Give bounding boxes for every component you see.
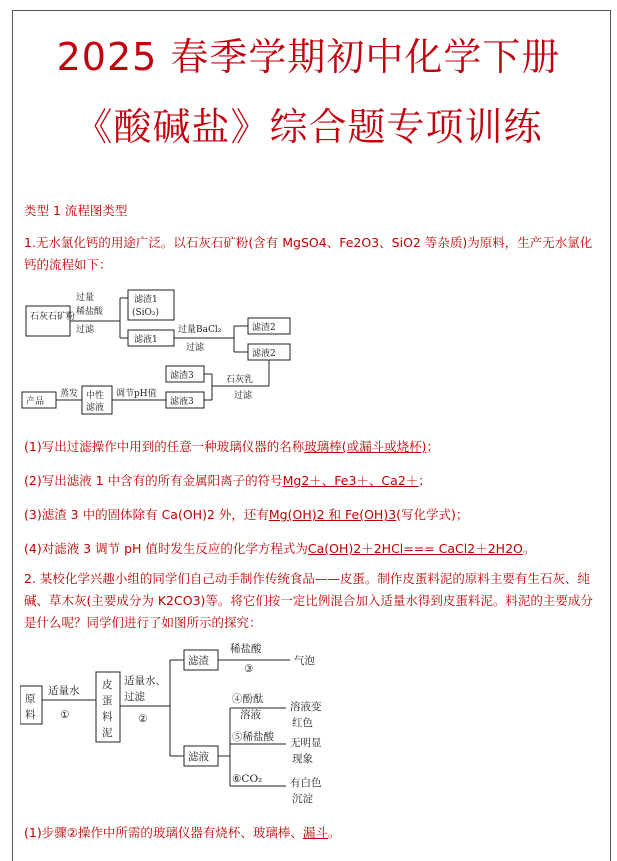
flow1-step1-top: 过量 xyxy=(76,293,95,303)
flow2-b4b: 溶液 xyxy=(240,709,261,721)
flow1-step5: 蒸发 xyxy=(60,389,79,399)
flow1-step1-mid: 稀盐酸 xyxy=(76,307,104,317)
flow2-raw2: 料 xyxy=(25,709,36,721)
q1-part4-answer: Ca(OH)2＋2HCl=== CaCl2＋2H2O xyxy=(307,541,523,556)
flow1-residue3: 滤渣3 xyxy=(170,371,194,381)
flow2-mud1: 皮 xyxy=(102,679,113,691)
section-heading: 类型 1 流程图类型 xyxy=(24,203,128,218)
question-2-stem: 2. 某校化学兴趣小组的同学们自己动手制作传统食品——皮蛋。制作皮蛋料泥的原料主要有生石灰、纯碱、草木灰(主要成分为 K2CO3)等。将它们按一定比例混合加入适量水得到皮蛋料泥。料泥的主要成分是什么呢？同学们进行了如图所示的探究： xyxy=(24,571,593,630)
flow2-mud3: 料 xyxy=(102,711,113,723)
flow2-step1: 适量水 xyxy=(48,685,80,697)
flow2-r6b: 沉淀 xyxy=(292,793,313,805)
flow2-r5a: 无明显 xyxy=(290,737,322,749)
flow-diagram-1 xyxy=(20,286,310,416)
flow2-gas: 气泡 xyxy=(294,655,315,667)
flow2-acid: 稀盐酸 xyxy=(230,643,262,655)
question-1-stem: 1.无水氯化钙的用途广泛。以石灰石矿粉(含有 MgSO4、Fe2O3、SiO2 等杂质)为原料，生产无水氯化钙的流程如下： xyxy=(24,235,593,272)
flow1-filtrate3: 滤液3 xyxy=(170,397,194,407)
flow1-residue1: 滤渣1 xyxy=(134,295,158,305)
flow1-residue1-sub: (SiO₂) xyxy=(132,308,160,318)
flow2-mud4: 泥 xyxy=(102,727,113,739)
flow2-step2a: 适量水、 xyxy=(124,675,166,687)
flow1-mid: 中性 xyxy=(86,391,105,401)
flow2-r6a: 有白色 xyxy=(290,777,322,789)
flow2-r4b: 红色 xyxy=(292,717,313,729)
q2-part1: (1)步骤②操作中所需的玻璃仪器有烧杯、玻璃棒、漏斗。 xyxy=(24,825,341,840)
flow-diagram-2 xyxy=(20,636,360,816)
flow1-raw: 石灰石矿粉 xyxy=(30,312,76,322)
page-title-line2: 《酸碱盐》综合题专项训练 xyxy=(74,105,543,149)
flow2-mud2: 蛋 xyxy=(102,695,113,707)
q1-part2-answer: Mg2＋、Fe3＋、Ca2＋ xyxy=(282,473,419,488)
flow2-filtrate: 滤液 xyxy=(188,751,209,763)
flow1-step3-top: 石灰乳 xyxy=(226,375,254,385)
flow2-step2b: 过滤 xyxy=(124,691,145,703)
flow2-step1-no: ① xyxy=(60,709,70,721)
flow1-filtrate2: 滤液2 xyxy=(252,349,276,359)
flow1-step2-bot: 过滤 xyxy=(186,343,205,353)
flow2-raw1: 原 xyxy=(25,693,36,705)
flow2-b4: ④酚酞 xyxy=(232,693,264,705)
flow2-r5b: 现象 xyxy=(292,753,313,765)
flow1-step2-top: 过量BaCl₂ xyxy=(178,325,222,335)
q1-part4: (4)对滤液 3 调节 pH 值时发生反应的化学方程式为Ca(OH)2＋2HCl=== CaCl2＋2H2O。 xyxy=(24,541,536,556)
flow1-product: 产品 xyxy=(26,397,45,407)
q1-part1-answer: 玻璃棒(或漏斗或烧杯) xyxy=(304,439,427,454)
flow2-residue: 滤渣 xyxy=(188,655,209,667)
q1-part3-answer: Mg(OH)2 和 Fe(OH)3 xyxy=(268,507,397,522)
q1-part1: (1)写出过滤操作中用到的任意一种玻璃仪器的名称玻璃棒(或漏斗或烧杯)； xyxy=(24,439,439,454)
flow2-acid-no: ③ xyxy=(244,663,254,675)
flow1-filtrate1: 滤液1 xyxy=(134,335,158,345)
flow1-step4: 调节pH值 xyxy=(116,389,157,399)
flow1-step1-bot: 过滤 xyxy=(76,325,95,335)
page-title-line1: 2025 春季学期初中化学下册 xyxy=(56,35,561,79)
q2-part1-answer: 漏斗 xyxy=(302,825,328,840)
flow2-r4a: 溶液变 xyxy=(290,701,322,713)
q1-part3: (3)滤渣 3 中的固体除有 Ca(OH)2 外，还有Mg(OH)2 和 Fe(OH)3(写化学式)； xyxy=(24,507,469,522)
q1-part2: (2)写出滤液 1 中含有的所有金属阳离子的符号Mg2＋、Fe3＋、Ca2＋； xyxy=(24,473,431,488)
flow1-mid2: 滤液 xyxy=(86,403,105,413)
flow2-b6: ⑥CO₂ xyxy=(232,773,263,785)
flow1-step3-bot: 过滤 xyxy=(234,391,253,401)
flow2-step2-no: ② xyxy=(138,713,148,725)
flow2-b5: ⑤稀盐酸 xyxy=(232,731,274,743)
flow1-residue2: 滤渣2 xyxy=(252,323,276,333)
